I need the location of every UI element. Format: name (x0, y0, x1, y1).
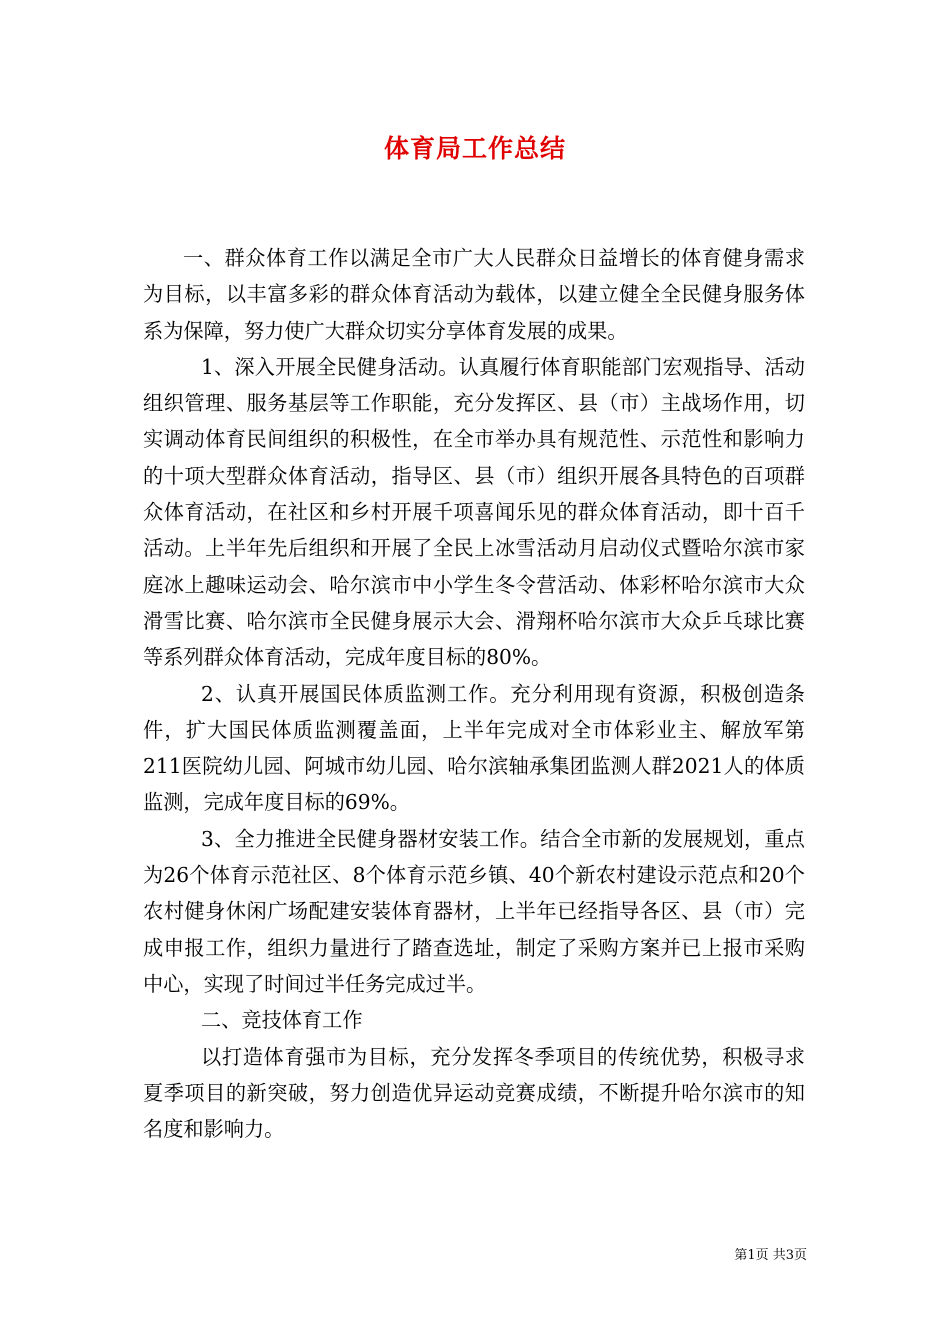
paragraph-item-1: 1、深入开展全民健身活动。认真履行体育职能部门宏观指导、活动组织管理、服务基层等工作职能，充分发挥区、县（市）主战场作用，切实调动体育民间组织的积极性，在全市举办具有规范性、示范性和影响力的十项大型群众体育活动，指导区、县（市）组织开展各具特色的百项群众体育活动，在社区和乡村开展千项喜闻乐见的群众体育活动，即十百千活动。上半年先后组织和开展了全民上冰雪活动月启动仪式暨哈尔滨市家庭冰上趣味运动会、哈尔滨市中小学生冬令营活动、体彩杯哈尔滨市大众滑雪比赛、哈尔滨市全民健身展示大会、滑翔杯哈尔滨市大众乒乓球比赛等系列群众体育活动，完成年度目标的80%。 (143, 354, 805, 670)
paragraph-section-1-intro: 一、群众体育工作以满足全市广大人民群众日益增长的体育健身需求为目标，以丰富多彩的群众体育活动为载体，以建立健全全民健身服务体系为保障，努力使广大群众切实分享体育发展的成果。 (143, 246, 805, 343)
page-number-footer: 第1页 共3页 (734, 1248, 807, 1263)
document-body (143, 240, 805, 1147)
document-title: 体育局工作总结 (383, 134, 566, 163)
paragraph-item-3: 3、全力推进全民健身器材安装工作。结合全市新的发展规划，重点为26个体育示范社区、8个体育示范乡镇、40个新农村建设示范点和20个农村健身休闲广场配建安装体育器材，上半年已经指导各区、县（市）完成申报工作，组织力量进行了踏查选址，制定了采购方案并已上报市采购中心，实现了时间过半任务完成过半。 (143, 826, 805, 996)
paragraph-item-2: 2、认真开展国民体质监测工作。充分利用现有资源，积极创造条件，扩大国民体质监测覆盖面，上半年完成对全市体彩业主、解放军第211医院幼儿园、阿城市幼儿园、哈尔滨轴承集团监测人群2021人的体质监测，完成年度目标的69%。 (143, 681, 805, 815)
paragraph-section-2-intro: 以打造体育强市为目标，充分发挥冬季项目的传统优势，积极寻求夏季项目的新突破，努力创造优异运动竞赛成绩，不断提升哈尔滨市的知名度和影响力。 (143, 1044, 805, 1142)
section-2-heading: 二、竞技体育工作 (201, 1008, 363, 1033)
